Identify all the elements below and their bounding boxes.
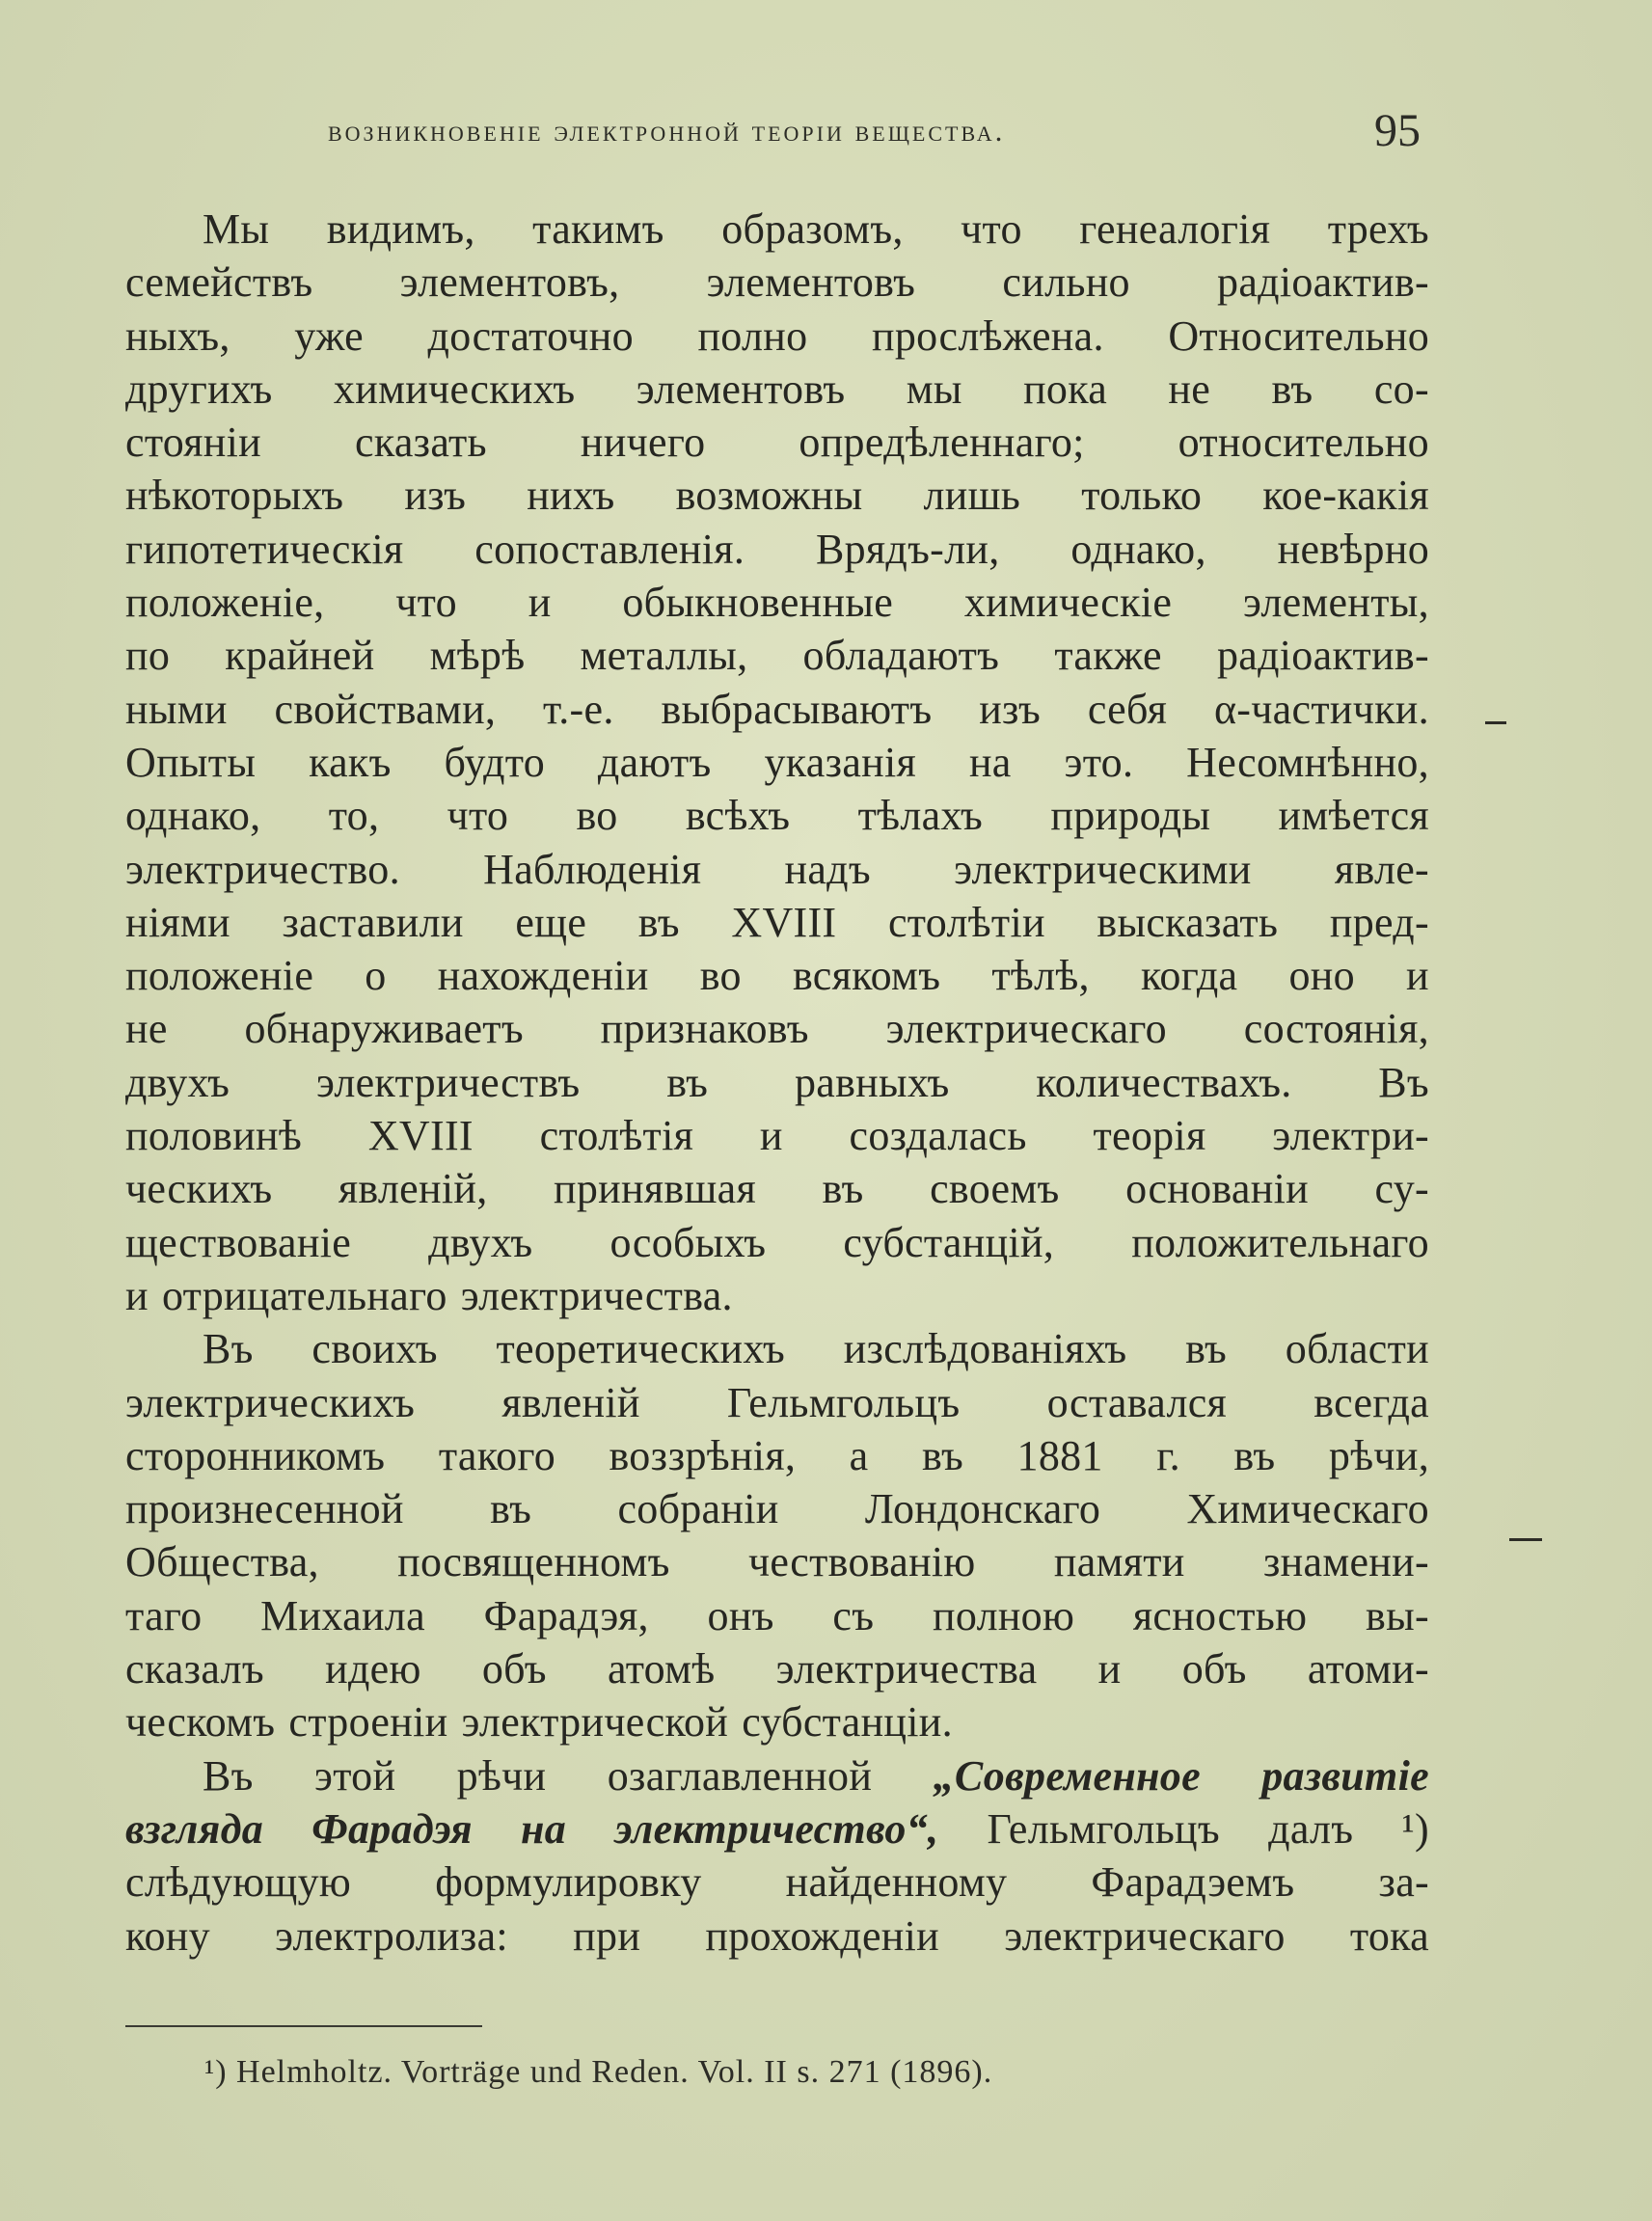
word: уже <box>294 311 364 360</box>
word: всѣхъ <box>685 792 791 840</box>
word: электролиза: <box>275 1911 508 1960</box>
word: этой <box>314 1751 396 1800</box>
word: Въ <box>203 1325 254 1373</box>
word: когда <box>1140 952 1238 1000</box>
word: изъ <box>979 685 1042 733</box>
word: за- <box>1378 1858 1429 1907</box>
word: это. <box>1064 738 1134 786</box>
word: количествахъ. <box>1036 1058 1292 1106</box>
word: положенiе, <box>125 579 325 627</box>
word: еще <box>515 898 587 946</box>
word: то, <box>328 792 380 840</box>
margin-mark <box>1485 721 1506 724</box>
word: тока <box>1349 1911 1429 1960</box>
word: двухъ <box>125 1058 230 1106</box>
word: образомъ, <box>721 205 904 253</box>
text-line <box>125 1269 1429 1322</box>
word: объ <box>1181 1645 1247 1693</box>
word: химическихъ <box>333 365 576 413</box>
word: элементовъ, <box>399 258 620 307</box>
text-line <box>125 310 1429 363</box>
word: 1881 <box>1016 1431 1103 1479</box>
word: генеалогiя <box>1079 205 1271 253</box>
word: особыхъ <box>609 1218 767 1266</box>
text-line <box>125 1855 1429 1909</box>
word: пока <box>1023 365 1108 413</box>
word: всякомъ <box>792 952 941 1000</box>
word: пред- <box>1329 898 1429 946</box>
word: полною <box>933 1591 1075 1639</box>
word: ческихъ <box>125 1165 273 1213</box>
word: тѣлѣ, <box>991 952 1090 1000</box>
word: далъ <box>1268 1804 1354 1853</box>
word: и <box>528 579 552 627</box>
word: теорiя <box>1093 1112 1206 1160</box>
text-line <box>125 203 1429 256</box>
word: элементовъ <box>636 365 846 413</box>
word: таго <box>125 1591 203 1639</box>
word: г. <box>1156 1431 1180 1479</box>
word: рѣчи, <box>1328 1431 1429 1479</box>
text-line <box>125 1429 1429 1482</box>
footnote: ¹) Helmholtz. Vorträge und Reden. Vol. II s. 271 (1896). <box>204 2054 993 2090</box>
word: радiоактив- <box>1216 632 1429 680</box>
word: на <box>968 738 1012 786</box>
word: полно <box>697 311 808 360</box>
word: другихъ <box>125 365 273 413</box>
word: изъ <box>404 472 467 520</box>
word: электричества. <box>460 1271 733 1319</box>
word: такого <box>438 1431 556 1479</box>
word: сопоставленiя. <box>474 525 745 573</box>
word: что <box>961 205 1022 253</box>
word: въ <box>922 1431 964 1479</box>
word: что <box>447 792 509 840</box>
text-line <box>125 1910 1429 1963</box>
word: даютъ <box>597 738 712 786</box>
word: ныхъ, <box>125 311 230 360</box>
word: объ <box>481 1645 547 1693</box>
word: Фарадэя, <box>483 1591 649 1639</box>
word: электричествъ <box>315 1058 581 1106</box>
word: а <box>849 1431 869 1479</box>
word: вы- <box>1366 1591 1429 1639</box>
word: половинѣ <box>125 1112 303 1160</box>
word: и <box>1406 952 1429 1000</box>
word: тѣлахъ <box>857 792 984 840</box>
word: Фарадэемъ <box>1091 1858 1295 1907</box>
word: не <box>1168 365 1211 413</box>
word: надъ <box>784 845 871 893</box>
word: металлы, <box>580 632 748 680</box>
word: онъ <box>707 1591 774 1639</box>
text-line <box>125 1589 1429 1642</box>
word: чествованiю <box>747 1538 976 1586</box>
word: сказалъ <box>125 1645 264 1693</box>
text-line <box>125 1802 1429 1855</box>
text-line <box>125 1162 1429 1215</box>
italic-word: развитiе <box>1261 1751 1429 1800</box>
word: по <box>125 632 171 680</box>
word: XVIII <box>367 1112 474 1160</box>
word: также <box>1054 632 1162 680</box>
word: Въ <box>1378 1058 1429 1106</box>
word: Несомнѣнно, <box>1186 738 1429 786</box>
word: мы <box>906 365 962 413</box>
word: прослѣжена. <box>872 311 1104 360</box>
word: что <box>395 579 457 627</box>
running-head: возникновенiе электронной теорiи вещества. <box>328 114 1006 148</box>
word: α-частички. <box>1213 685 1429 733</box>
text-line <box>125 1695 1429 1748</box>
word: себя <box>1087 685 1168 733</box>
word: достаточно <box>427 311 634 360</box>
word: крайней <box>225 632 375 680</box>
word: ¹) <box>1401 1804 1429 1853</box>
word: во <box>576 792 618 840</box>
word: области <box>1285 1325 1429 1373</box>
word: при <box>573 1911 641 1960</box>
word: Врядъ-ли, <box>815 525 1000 573</box>
word: столѣтiя <box>539 1112 694 1160</box>
word: строенiи <box>288 1698 448 1747</box>
word: су- <box>1374 1165 1429 1213</box>
word: равныхъ <box>794 1058 950 1106</box>
word: изслѣдованiяхъ <box>843 1325 1127 1373</box>
text-line <box>125 1482 1429 1535</box>
word: мѣрѣ <box>429 632 526 680</box>
word: Химическаго <box>1186 1485 1429 1533</box>
word: ческомъ <box>125 1698 276 1747</box>
word: лишь <box>923 472 1021 520</box>
word: электрической <box>461 1698 729 1747</box>
word: идею <box>325 1645 421 1693</box>
word: создалась <box>849 1112 1027 1160</box>
word: основанiи <box>1125 1165 1309 1213</box>
word: обладаютъ <box>802 632 1000 680</box>
word: знамени- <box>1262 1538 1429 1586</box>
word: въ <box>666 1058 709 1106</box>
word: какъ <box>309 738 392 786</box>
word: ясностью <box>1132 1591 1308 1639</box>
word: и <box>1097 1645 1122 1693</box>
word: столѣтiи <box>887 898 1045 946</box>
word: электри- <box>1272 1112 1429 1160</box>
word: во <box>699 952 742 1000</box>
word: явленiй, <box>338 1165 488 1213</box>
text-line <box>125 896 1429 949</box>
word: выбрасываютъ <box>661 685 933 733</box>
word: природы <box>1050 792 1211 840</box>
word: однако, <box>125 792 261 840</box>
text-line <box>125 523 1429 576</box>
text-line <box>125 1322 1429 1375</box>
word: Въ <box>203 1751 254 1800</box>
word: явленiй <box>501 1378 640 1426</box>
word: атомѣ <box>608 1645 716 1693</box>
word: ными <box>125 685 228 733</box>
word: всегда <box>1313 1378 1429 1426</box>
word: явле- <box>1334 845 1429 893</box>
word: Общества, <box>125 1538 319 1586</box>
word: относительно <box>1178 419 1429 467</box>
word: Гельмгольцъ <box>987 1804 1220 1853</box>
word: о <box>365 952 387 1000</box>
text-line <box>125 256 1429 309</box>
word: нiями <box>125 898 230 946</box>
word: обыкновенные <box>622 579 894 627</box>
italic-word: электричество“, <box>614 1804 939 1853</box>
word: въ <box>637 898 680 946</box>
word: электричество. <box>125 845 400 893</box>
word: обнаруживаетъ <box>244 1005 524 1053</box>
text-line <box>125 416 1429 469</box>
word: сильно <box>1002 258 1130 307</box>
italic-word: взгляда <box>125 1804 264 1853</box>
word: формулировку <box>435 1858 702 1907</box>
text-line <box>125 1535 1429 1588</box>
word: субстанцiи. <box>742 1698 953 1747</box>
text-line <box>125 1376 1429 1429</box>
word: оставался <box>1046 1378 1228 1426</box>
word: элементовъ <box>706 258 916 307</box>
word: электрическихъ <box>125 1378 416 1426</box>
word: не <box>125 1005 168 1053</box>
word: указанiя <box>764 738 917 786</box>
word: произнесенной <box>125 1485 404 1533</box>
word: сторонникомъ <box>125 1431 386 1479</box>
word: посвященномъ <box>397 1538 670 1586</box>
word: опредѣленнаго; <box>799 419 1085 467</box>
word: высказать <box>1097 898 1279 946</box>
word: своемъ <box>930 1165 1060 1213</box>
text-line <box>125 949 1429 1002</box>
word: памяти <box>1053 1538 1185 1586</box>
footnote-rule <box>125 2025 482 2027</box>
word: принявшая <box>554 1165 757 1213</box>
text-line <box>125 629 1429 682</box>
word: стоянiи <box>125 419 261 467</box>
word: Лондонскаго <box>864 1485 1101 1533</box>
word: двухъ <box>428 1218 533 1266</box>
word: и <box>759 1112 783 1160</box>
word: своихъ <box>311 1325 438 1373</box>
word: воззрѣнiя, <box>609 1431 797 1479</box>
word: Относительно <box>1168 311 1429 360</box>
word: и <box>125 1271 149 1319</box>
body-text <box>125 203 1429 1963</box>
word: имѣется <box>1278 792 1429 840</box>
word: электрическими <box>954 845 1252 893</box>
word: такимъ <box>532 205 664 253</box>
word: Михаила <box>260 1591 425 1639</box>
word: гипотетическiя <box>125 525 404 573</box>
word: въ <box>1185 1325 1228 1373</box>
word: заставили <box>282 898 464 946</box>
page-number: 95 <box>1374 105 1421 156</box>
word: со- <box>1373 365 1429 413</box>
margin-mark <box>1509 1538 1542 1541</box>
word: Наблюденiя <box>483 845 702 893</box>
word: будто <box>444 738 546 786</box>
word: т.-е. <box>543 685 614 733</box>
word: рѣчи <box>456 1751 547 1800</box>
word: состоянiя, <box>1243 1005 1429 1053</box>
text-line <box>125 1216 1429 1269</box>
word: свойствами, <box>274 685 497 733</box>
text-line <box>125 469 1429 522</box>
word: оно <box>1288 952 1355 1000</box>
word: въ <box>490 1485 532 1533</box>
word: электрическаго <box>1004 1911 1286 1960</box>
text-line <box>125 1642 1429 1695</box>
text-line <box>125 1056 1429 1109</box>
text-line <box>125 1749 1429 1802</box>
text-line <box>125 576 1429 629</box>
word: съ <box>832 1591 875 1639</box>
word: сказать <box>354 419 487 467</box>
text-line <box>125 683 1429 736</box>
word: Опыты <box>125 738 257 786</box>
word: теоретическихъ <box>496 1325 786 1373</box>
word: электрическаго <box>885 1005 1167 1053</box>
text-line <box>125 789 1429 842</box>
word: возможны <box>675 472 863 520</box>
word: нихъ <box>527 472 615 520</box>
word: элементы, <box>1242 579 1429 627</box>
word: въ <box>822 1165 864 1213</box>
word: Гельмгольцъ <box>726 1378 961 1426</box>
word: электричества <box>775 1645 1038 1693</box>
text-line <box>125 736 1429 789</box>
word: отрицательнаго <box>161 1271 447 1319</box>
word: ничего <box>580 419 706 467</box>
text-line <box>125 843 1429 896</box>
word: прохожденiи <box>705 1911 940 1960</box>
word: слѣдующую <box>125 1858 352 1907</box>
word: положенiе <box>125 952 314 1000</box>
word: ществованiе <box>125 1218 352 1266</box>
word: субстанцiй, <box>843 1218 1055 1266</box>
word: видимъ, <box>326 205 475 253</box>
word: положительнаго <box>1131 1218 1429 1266</box>
word: собранiи <box>617 1485 779 1533</box>
word: озаглавленной <box>607 1751 873 1800</box>
word: нѣкоторыхъ <box>125 472 344 520</box>
word: только <box>1081 472 1203 520</box>
word: трехъ <box>1327 205 1429 253</box>
text-line <box>125 1109 1429 1162</box>
word: семействъ <box>125 258 313 307</box>
word: признаковъ <box>600 1005 809 1053</box>
word: атоми- <box>1307 1645 1429 1693</box>
italic-word: Фарадэя <box>311 1804 473 1853</box>
word: химическiе <box>963 579 1173 627</box>
italic-word: на <box>521 1804 567 1853</box>
word: однако, <box>1070 525 1206 573</box>
word: нахожденiи <box>437 952 649 1000</box>
word: кону <box>125 1911 210 1960</box>
text-line <box>125 1002 1429 1055</box>
word: Мы <box>203 205 270 253</box>
italic-word: „Современное <box>933 1751 1201 1800</box>
word: найденному <box>785 1858 1008 1907</box>
word: невѣрно <box>1277 525 1429 573</box>
word: въ <box>1271 365 1313 413</box>
word: въ <box>1233 1431 1276 1479</box>
word: кое-какiя <box>1262 472 1429 520</box>
word: радiоактив- <box>1217 258 1429 307</box>
text-line <box>125 363 1429 416</box>
word: XVIII <box>731 898 837 946</box>
